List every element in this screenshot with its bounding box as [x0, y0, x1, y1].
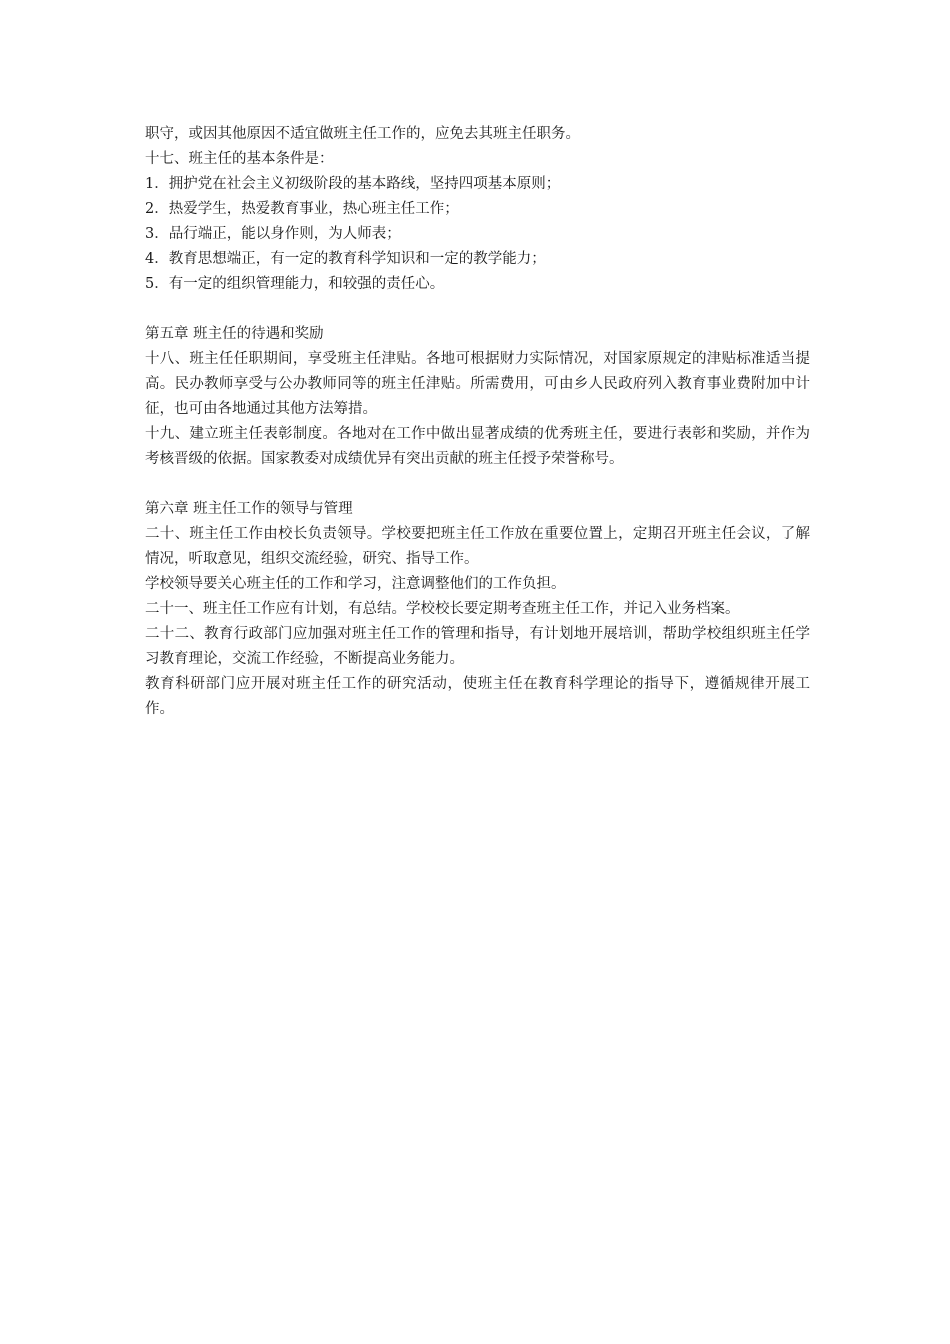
list-item: 2．热爱学生，热爱教育事业，热心班主任工作；: [145, 201, 459, 217]
list-item: 3．品行端正，能以身作则，为人师表；: [145, 226, 401, 242]
list-item: 1．拥护党在社会主义初级阶段的基本路线，坚持四项基本原则；: [145, 176, 561, 192]
chapter-5-paragraph: 十八、班主任任职期间，享受班主任津贴。各地可根据财力实际情况，对国家原规定的津贴标准适当提高。民办教师享受与公办教师同等的班主任津贴。所需费用，可由乡人民政府列入教育事业费附加中计征，也可由各地通过其他方法筹措。: [145, 351, 810, 417]
list-item: 5．有一定的组织管理能力，和较强的责任心。: [145, 276, 445, 292]
chapter-6-title: 第六章 班主任工作的领导与管理: [145, 501, 353, 517]
chapter-5-paragraph: 十九、建立班主任表彰制度。各地对在工作中做出显著成绩的优秀班主任，要进行表彰和奖励，并作为考核晋级的依据。国家教委对成绩优异有突出贡献的班主任授予荣誉称号。: [145, 426, 810, 467]
chapter-6-paragraph: 二十一、班主任工作应有计划，有总结。学校校长要定期考查班主任工作，并记入业务档案。: [145, 601, 740, 617]
chapter-6-paragraph: 教育科研部门应开展对班主任工作的研究活动，使班主任在教育科学理论的指导下，遵循规律开展工作。: [145, 676, 810, 717]
chapter-6-paragraph: 二十二、教育行政部门应加强对班主任工作的管理和指导，有计划地开展培训，帮助学校组织班主任学习教育理论，交流工作经验，不断提高业务能力。: [145, 626, 810, 667]
document-body: [145, 122, 810, 722]
section-17-heading: 十七、班主任的基本条件是：: [145, 151, 334, 167]
chapter-6-paragraph: 学校领导要关心班主任的工作和学习，注意调整他们的工作负担。: [145, 576, 566, 592]
blank-line: [145, 297, 810, 322]
blank-line: [145, 472, 810, 497]
intro-paragraph: 职守，或因其他原因不适宜做班主任工作的，应免去其班主任职务。: [145, 126, 580, 142]
list-item: 4．教育思想端正，有一定的教育科学知识和一定的教学能力；: [145, 251, 546, 267]
chapter-6-paragraph: 二十、班主任工作由校长负责领导。学校要把班主任工作放在重要位置上，定期召开班主任会议，了解情况，听取意见，组织交流经验，研究、指导工作。: [145, 526, 810, 567]
chapter-5-title: 第五章 班主任的待遇和奖励: [145, 326, 324, 342]
